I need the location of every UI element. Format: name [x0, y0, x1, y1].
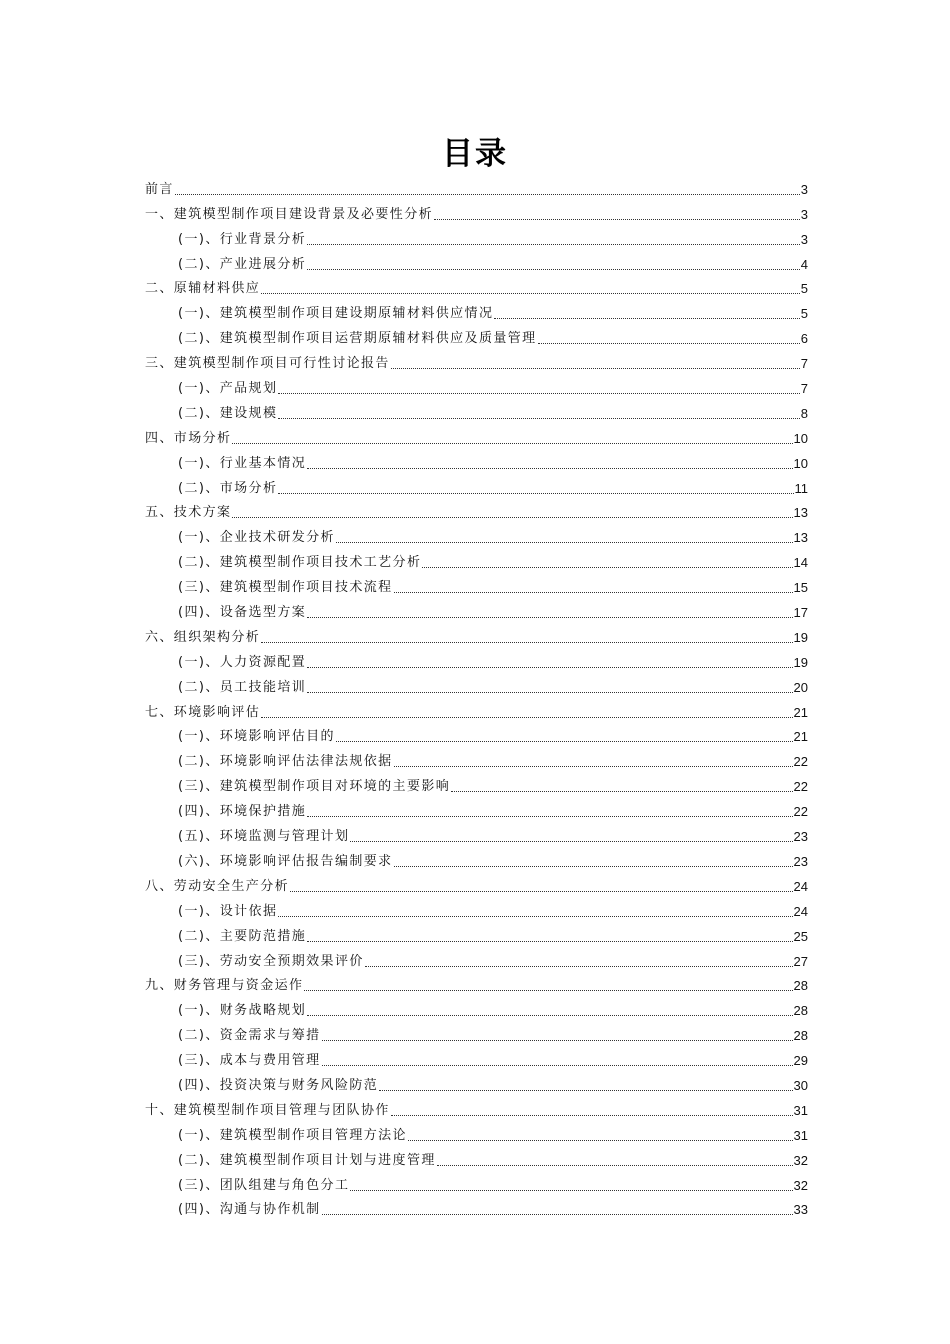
toc-entry-label: (五)、环境监测与管理计划 — [178, 829, 350, 845]
toc-entry-label: (一)、环境影响评估目的 — [178, 729, 335, 745]
dot-leader — [307, 617, 792, 618]
toc-entry-label: (二)、主要防范措施 — [178, 928, 307, 944]
toc-entry-label: 七、环境影响评估 — [145, 704, 261, 720]
toc-entry[interactable] — [145, 224, 808, 249]
toc-entry-label: (一)、企业技术研发分析 — [178, 530, 335, 546]
toc-entry-label: (二)、建筑模型制作项目运营期原辅材料供应及质量管理 — [178, 331, 537, 347]
dot-leader — [437, 1165, 793, 1166]
toc-entry[interactable] — [145, 1145, 808, 1170]
dot-leader — [307, 816, 792, 817]
dot-leader — [394, 766, 793, 767]
dot-leader — [307, 1015, 792, 1016]
toc-entry-label: (四)、投资决策与财务风险防范 — [178, 1077, 379, 1093]
toc-entry-label: (二)、产业进展分析 — [178, 256, 307, 272]
toc-entry-page-number: 5 — [800, 281, 808, 297]
toc-entry-label: (一)、行业基本情况 — [178, 455, 307, 471]
toc-title: 目录 — [442, 136, 508, 172]
toc-entry-label: (一)、建筑模型制作项目管理方法论 — [178, 1127, 407, 1143]
toc-entry-label: 五、技术方案 — [145, 505, 232, 521]
dot-leader — [307, 941, 792, 942]
toc-entry[interactable] — [145, 1095, 808, 1120]
toc-entry-label: (一)、人力资源配置 — [178, 654, 307, 670]
toc-entry-label: (一)、财务战略规划 — [178, 1003, 307, 1019]
dot-leader — [350, 1190, 792, 1191]
toc-entry-label: 一、建筑模型制作项目建设背景及必要性分析 — [145, 206, 434, 222]
dot-leader — [434, 219, 800, 220]
toc-entry-label: (三)、劳动安全预期效果评价 — [178, 953, 364, 969]
dot-leader — [538, 343, 800, 344]
toc-entry-label: (二)、员工技能培训 — [178, 679, 307, 695]
table-of-contents — [145, 174, 808, 1219]
toc-entry-page-number: 3 — [800, 206, 808, 222]
dot-leader — [322, 1065, 793, 1066]
toc-entry-page-number: 27 — [793, 953, 808, 969]
toc-entry[interactable] — [145, 597, 808, 622]
toc-entry[interactable] — [145, 946, 808, 971]
toc-entry-label: (二)、环境影响评估法律法规依据 — [178, 754, 393, 770]
toc-entry-page-number: 11 — [794, 480, 808, 496]
toc-entry-page-number: 8 — [800, 405, 808, 421]
toc-entry[interactable] — [145, 498, 808, 523]
toc-entry[interactable] — [145, 896, 808, 921]
toc-entry-label: (二)、建筑模型制作项目计划与进度管理 — [178, 1152, 436, 1168]
toc-entry-page-number: 28 — [793, 978, 808, 994]
toc-entry-page-number: 10 — [793, 455, 808, 471]
toc-entry-page-number: 4 — [800, 256, 808, 272]
toc-entry-page-number: 22 — [793, 804, 808, 820]
dot-leader — [307, 468, 792, 469]
toc-entry[interactable] — [145, 547, 808, 572]
toc-entry-page-number: 14 — [793, 555, 808, 571]
dot-leader — [451, 791, 792, 792]
toc-entry-page-number: 24 — [793, 903, 808, 919]
toc-entry-page-number: 7 — [800, 381, 808, 397]
dot-leader — [307, 667, 792, 668]
toc-entry[interactable] — [145, 1070, 808, 1095]
dot-leader — [261, 293, 800, 294]
dot-leader — [232, 443, 792, 444]
toc-entry-page-number: 23 — [793, 829, 808, 845]
dot-leader — [422, 567, 792, 568]
toc-entry-page-number: 20 — [793, 679, 808, 695]
toc-entry-page-number: 3 — [800, 231, 808, 247]
toc-entry[interactable] — [145, 473, 808, 498]
dot-leader — [350, 841, 792, 842]
toc-entry-page-number: 6 — [800, 331, 808, 347]
toc-entry-page-number: 3 — [800, 181, 808, 197]
toc-entry-page-number: 10 — [793, 430, 808, 446]
toc-entry[interactable] — [145, 995, 808, 1020]
toc-entry[interactable] — [145, 274, 808, 299]
dot-leader — [261, 717, 792, 718]
toc-entry-page-number: 32 — [793, 1152, 808, 1168]
toc-entry[interactable] — [145, 697, 808, 722]
dot-leader — [408, 1140, 793, 1141]
dot-leader — [175, 194, 800, 195]
toc-entry[interactable] — [145, 199, 808, 224]
toc-entry-page-number: 31 — [793, 1102, 808, 1118]
toc-entry-page-number: 22 — [793, 754, 808, 770]
toc-entry[interactable] — [145, 249, 808, 274]
dot-leader — [232, 517, 792, 518]
toc-entry[interactable] — [145, 1120, 808, 1145]
toc-entry[interactable] — [145, 1020, 808, 1045]
dot-leader — [278, 493, 793, 494]
toc-entry-page-number: 32 — [793, 1177, 808, 1193]
toc-entry[interactable] — [145, 1045, 808, 1070]
toc-entry-label: 前言 — [145, 181, 174, 197]
toc-entry[interactable] — [145, 323, 808, 348]
toc-entry-label: (一)、建筑模型制作项目建设期原辅材料供应情况 — [178, 306, 494, 322]
dot-leader — [391, 368, 800, 369]
toc-entry[interactable] — [145, 522, 808, 547]
toc-entry[interactable] — [145, 846, 808, 871]
toc-entry-label: (三)、建筑模型制作项目技术流程 — [178, 580, 393, 596]
dot-leader — [307, 269, 800, 270]
toc-entry-page-number: 17 — [793, 605, 808, 621]
toc-entry-page-number: 15 — [793, 580, 808, 596]
toc-entry[interactable] — [145, 423, 808, 448]
toc-entry-page-number: 24 — [793, 878, 808, 894]
dot-leader — [394, 592, 793, 593]
dot-leader — [379, 1090, 792, 1091]
dot-leader — [322, 1040, 793, 1041]
dot-leader — [278, 916, 792, 917]
toc-entry[interactable] — [145, 821, 808, 846]
toc-entry-label: (二)、建筑模型制作项目技术工艺分析 — [178, 555, 422, 571]
toc-entry-page-number: 19 — [793, 629, 808, 645]
toc-entry-label: 九、财务管理与资金运作 — [145, 978, 304, 994]
dot-leader — [336, 542, 793, 543]
toc-entry-label: (四)、设备选型方案 — [178, 605, 307, 621]
toc-entry[interactable] — [145, 647, 808, 672]
toc-entry-page-number: 33 — [793, 1202, 808, 1218]
toc-entry[interactable] — [145, 722, 808, 747]
toc-entry-label: 十、建筑模型制作项目管理与团队协作 — [145, 1102, 390, 1118]
toc-entry[interactable] — [145, 622, 808, 647]
toc-entry-label: (二)、建设规模 — [178, 405, 278, 421]
toc-entry-page-number: 13 — [793, 505, 808, 521]
toc-entry-page-number: 30 — [793, 1077, 808, 1093]
toc-entry-label: (二)、市场分析 — [178, 480, 278, 496]
dot-leader — [278, 393, 799, 394]
toc-entry[interactable] — [145, 871, 808, 896]
dot-leader — [391, 1115, 793, 1116]
toc-entry[interactable] — [145, 672, 808, 697]
toc-entry-label: (三)、建筑模型制作项目对环境的主要影响 — [178, 779, 451, 795]
toc-entry[interactable] — [145, 771, 808, 796]
toc-entry[interactable] — [145, 572, 808, 597]
toc-entry-label: 二、原辅材料供应 — [145, 281, 261, 297]
toc-entry[interactable] — [145, 971, 808, 996]
toc-entry-page-number: 23 — [793, 853, 808, 869]
dot-leader — [365, 966, 793, 967]
toc-entry[interactable] — [145, 921, 808, 946]
toc-entry-label: (一)、行业背景分析 — [178, 231, 307, 247]
toc-entry[interactable] — [145, 796, 808, 821]
toc-entry[interactable] — [145, 298, 808, 323]
dot-leader — [307, 692, 792, 693]
toc-entry-page-number: 21 — [793, 704, 808, 720]
dot-leader — [278, 418, 799, 419]
toc-entry[interactable] — [145, 174, 808, 199]
dot-leader — [394, 866, 793, 867]
toc-entry[interactable] — [145, 373, 808, 398]
toc-entry[interactable] — [145, 348, 808, 373]
dot-leader — [494, 318, 799, 319]
toc-entry[interactable] — [145, 398, 808, 423]
dot-leader — [307, 244, 800, 245]
toc-entry-label: 四、市场分析 — [145, 430, 232, 446]
dot-leader — [304, 990, 792, 991]
toc-entry-page-number: 22 — [793, 779, 808, 795]
toc-entry-label: 八、劳动安全生产分析 — [145, 878, 290, 894]
toc-entry-label: (三)、团队组建与角色分工 — [178, 1177, 350, 1193]
toc-entry-page-number: 31 — [793, 1127, 808, 1143]
toc-entry-page-number: 25 — [793, 928, 808, 944]
toc-entry-label: (六)、环境影响评估报告编制要求 — [178, 853, 393, 869]
toc-entry-label: (二)、资金需求与筹措 — [178, 1028, 321, 1044]
toc-entry[interactable] — [145, 746, 808, 771]
toc-entry[interactable] — [145, 1195, 808, 1220]
toc-entry-page-number: 13 — [793, 530, 808, 546]
toc-entry-page-number: 7 — [800, 356, 808, 372]
toc-entry[interactable] — [145, 448, 808, 473]
dot-leader — [290, 891, 793, 892]
toc-entry-label: (四)、沟通与协作机制 — [178, 1202, 321, 1218]
toc-entry-label: 六、组织架构分析 — [145, 629, 261, 645]
dot-leader — [261, 642, 792, 643]
dot-leader — [336, 741, 793, 742]
dot-leader — [322, 1214, 793, 1215]
toc-entry-page-number: 28 — [793, 1028, 808, 1044]
toc-entry-page-number: 29 — [793, 1053, 808, 1069]
toc-entry-label: (三)、成本与费用管理 — [178, 1053, 321, 1069]
toc-entry[interactable] — [145, 1170, 808, 1195]
toc-entry-label: (一)、设计依据 — [178, 903, 278, 919]
toc-entry-page-number: 19 — [793, 654, 808, 670]
toc-entry-label: 三、建筑模型制作项目可行性讨论报告 — [145, 356, 390, 372]
toc-entry-label: (一)、产品规划 — [178, 381, 278, 397]
toc-entry-label: (四)、环境保护措施 — [178, 804, 307, 820]
toc-entry-page-number: 28 — [793, 1003, 808, 1019]
toc-entry-page-number: 5 — [800, 306, 808, 322]
toc-entry-page-number: 21 — [793, 729, 808, 745]
